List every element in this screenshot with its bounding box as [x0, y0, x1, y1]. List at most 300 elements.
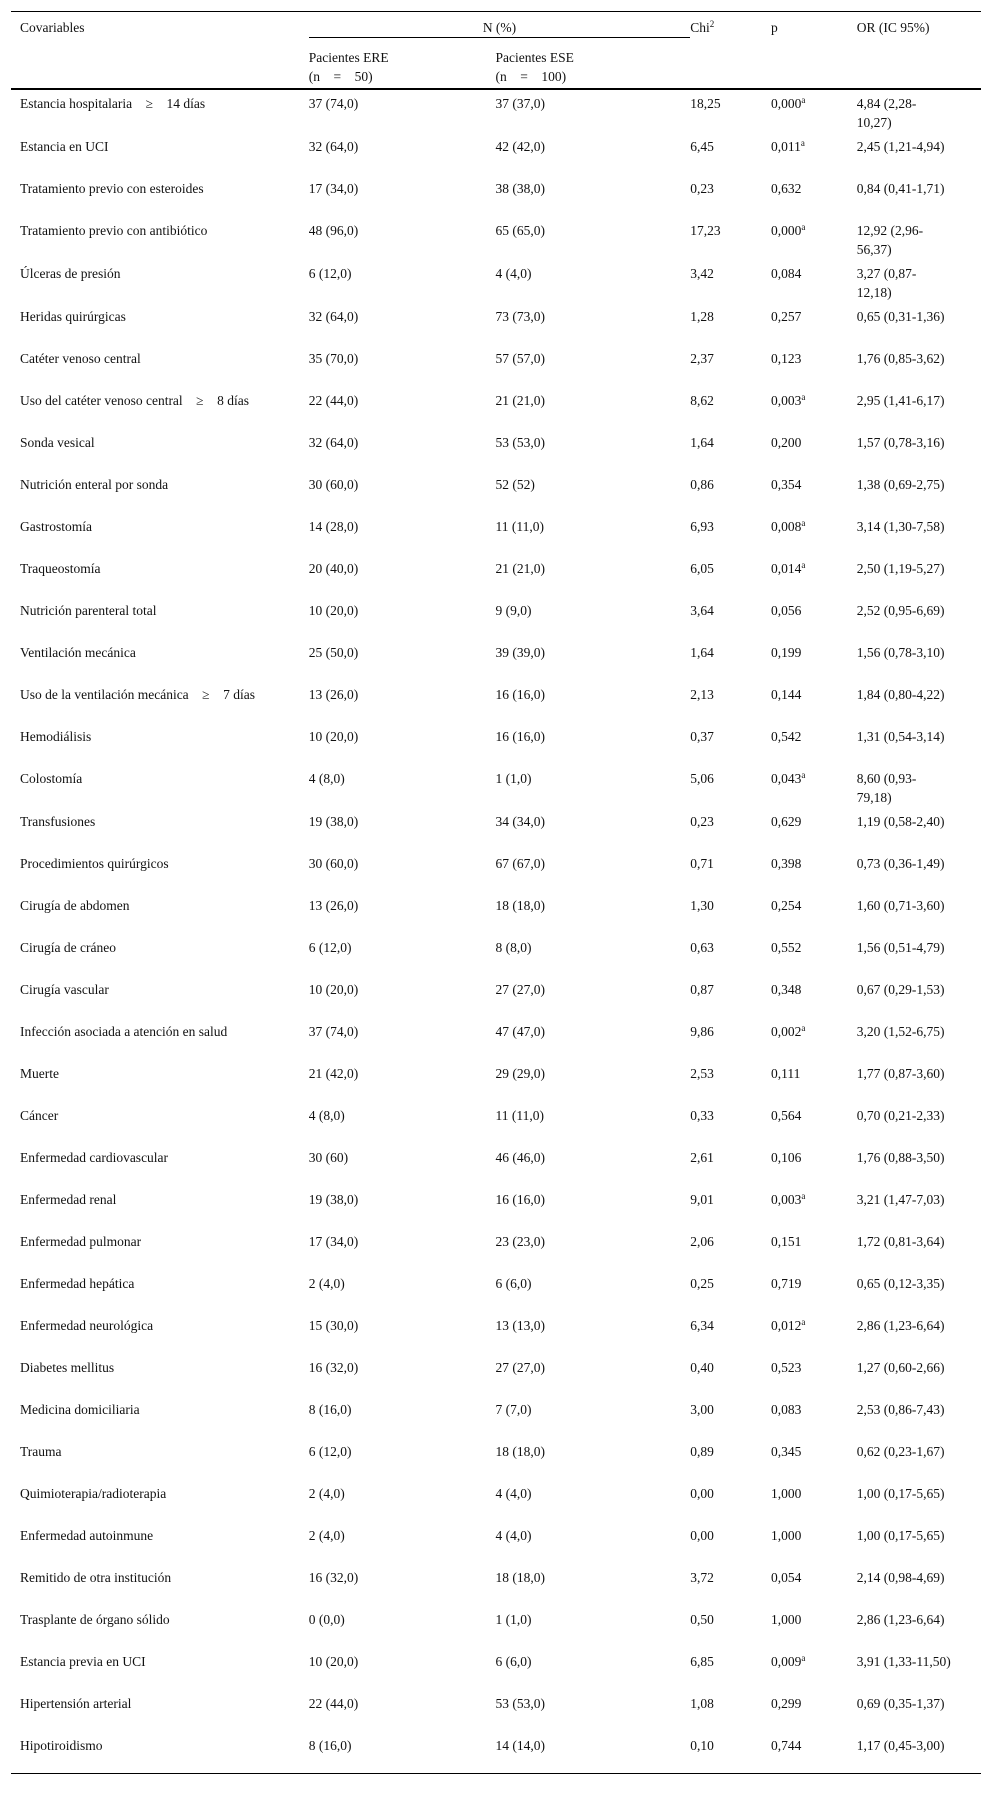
covariable-cell: Trasplante de órgano sólido: [20, 1612, 170, 1627]
ese-cell: 27 (27,0): [495, 1360, 545, 1375]
covariable-cell: Enfermedad pulmonar: [20, 1234, 142, 1249]
ese-cell: 53 (53,0): [495, 435, 545, 450]
covariable-cell: Enfermedad neurológica: [20, 1318, 154, 1333]
p-cell: [771, 1143, 857, 1185]
chi2-cell: 2,13: [690, 687, 714, 702]
chi2-cell: 3,42: [690, 266, 714, 281]
or-cell: 3,27 (0,87-12,18): [856, 266, 917, 300]
p-cell: [771, 512, 857, 554]
table-row: [11, 512, 981, 554]
p-cell: [771, 1101, 857, 1143]
ese-cell: 4 (4,0): [495, 1486, 532, 1501]
or-cell: 1,00 (0,17-5,65): [856, 1528, 945, 1543]
p-value: 0,111: [771, 1066, 801, 1081]
chi2-cell: 3,64: [690, 603, 714, 618]
p-cell: [771, 386, 857, 428]
or-cell: 3,91 (1,33-11,50): [856, 1654, 951, 1669]
chi2-cell: 0,23: [690, 181, 714, 196]
chi2-cell: 6,85: [690, 1654, 714, 1669]
table-row: [11, 933, 981, 975]
or-cell: 1,60 (0,71-3,60): [856, 898, 945, 913]
header-covariables: Covariables: [20, 20, 85, 35]
or-cell: 0,65 (0,31-1,36): [856, 309, 945, 324]
p-cell: [771, 1563, 857, 1605]
ere-cell: 10 (20,0): [308, 729, 359, 744]
covariable-cell: Enfermedad cardiovascular: [20, 1150, 169, 1165]
p-cell: [771, 1395, 857, 1437]
ese-cell: 11 (11,0): [495, 519, 544, 534]
p-value: 1,000: [771, 1486, 802, 1501]
p-cell: [771, 174, 857, 216]
ese-cell: 1 (1,0): [495, 771, 532, 786]
table-row: [11, 132, 981, 174]
header-group-ere: [309, 43, 496, 89]
p-value: 0,123: [771, 351, 802, 366]
p-value: 0,043: [771, 771, 802, 786]
header-chi2-base: Chi: [690, 20, 710, 35]
header-n-pct: N (%): [309, 18, 691, 38]
or-cell: 1,77 (0,87-3,60): [856, 1066, 945, 1081]
or-cell: 1,00 (0,17-5,65): [856, 1486, 945, 1501]
covariable-cell: Ventilación mecánica: [20, 645, 136, 660]
significance-marker: a: [801, 1653, 806, 1663]
table-row: [11, 680, 981, 722]
or-cell: 1,31 (0,54-3,14): [856, 729, 945, 744]
table-container: [11, 11, 981, 1774]
ese-cell: 27 (27,0): [495, 982, 545, 997]
covariable-cell: Nutrición enteral por sonda: [20, 477, 169, 492]
table-row: [11, 386, 981, 428]
ere-cell: 19 (38,0): [308, 814, 359, 829]
p-cell: [771, 638, 857, 680]
ese-cell: 16 (16,0): [495, 1192, 545, 1207]
chi2-cell: 0,37: [690, 729, 714, 744]
ere-cell: 30 (60): [308, 1150, 349, 1165]
chi2-cell: 1,64: [690, 435, 714, 450]
ere-cell: 8 (16,0): [309, 1731, 496, 1773]
p-cell: [771, 259, 857, 302]
ere-cell: 15 (30,0): [308, 1318, 359, 1333]
chi2-cell: 9,01: [690, 1192, 714, 1207]
ese-cell: 16 (16,0): [495, 729, 545, 744]
p-value: 0,564: [771, 1108, 802, 1123]
ere-cell: 2 (4,0): [308, 1528, 345, 1543]
covariable-cell: Úlceras de presión: [20, 266, 121, 281]
ese-cell: 4 (4,0): [495, 1528, 532, 1543]
or-cell: 2,50 (1,19-5,27): [856, 561, 945, 576]
table-row: [11, 891, 981, 933]
ere-cell: 4 (8,0): [308, 1108, 345, 1123]
chi2-cell: 0,40: [690, 1360, 714, 1375]
p-cell: [771, 975, 857, 1017]
table-row: [11, 596, 981, 638]
significance-marker: a: [801, 392, 806, 402]
p-value: 0,542: [771, 729, 802, 744]
ere-cell: 13 (26,0): [308, 898, 359, 913]
covariable-cell: Procedimientos quirúrgicos: [20, 856, 169, 871]
ere-cell: 21 (42,0): [308, 1066, 359, 1081]
table-row: [11, 1353, 981, 1395]
p-cell: [771, 89, 857, 132]
covariable-cell: Uso de la ventilación mecánica ≥ 7 días: [20, 687, 255, 702]
ese-cell: 1 (1,0): [495, 1612, 532, 1627]
table-row: [11, 1269, 981, 1311]
covariable-cell: Cáncer: [20, 1108, 59, 1123]
p-cell: [771, 722, 857, 764]
ese-cell: 13 (13,0): [495, 1318, 545, 1333]
chi2-cell: 17,23: [690, 223, 721, 238]
p-value: 0,254: [771, 898, 802, 913]
covariable-cell: Hipertensión arterial: [20, 1696, 132, 1711]
p-value: 0,083: [771, 1402, 802, 1417]
or-cell: 1,76 (0,85-3,62): [856, 351, 945, 366]
ese-cell: 67 (67,0): [495, 856, 545, 871]
p-cell: [771, 1059, 857, 1101]
p-cell: [771, 891, 857, 933]
p-cell: [771, 764, 857, 807]
or-cell: 0,73 (0,36-1,49): [856, 856, 945, 871]
p-value: 0,008: [771, 519, 802, 534]
header-group-ese: [495, 43, 690, 89]
table-row: [11, 89, 981, 132]
covariable-cell: Hipotiroidismo: [11, 1731, 309, 1773]
or-cell: 3,21 (1,47-7,03): [856, 1192, 945, 1207]
p-value: 0,003: [771, 393, 802, 408]
p-cell: [771, 428, 857, 470]
chi2-cell: 6,34: [690, 1318, 714, 1333]
ere-cell: 22 (44,0): [308, 1696, 359, 1711]
significance-marker: a: [800, 138, 805, 148]
covariable-cell: Catéter venoso central: [20, 351, 141, 366]
table-row: [11, 807, 981, 849]
p-value: 0,000: [771, 223, 802, 238]
chi2-cell: 6,45: [690, 139, 714, 154]
ese-cell: 29 (29,0): [495, 1066, 545, 1081]
or-cell: 2,53 (0,86-7,43): [856, 1402, 945, 1417]
p-value: 0,011: [771, 139, 801, 154]
p-cell: [771, 596, 857, 638]
p-cell: [771, 554, 857, 596]
ese-cell: 39 (39,0): [495, 645, 545, 660]
p-value: 0,000: [771, 96, 802, 111]
significance-marker: a: [801, 1317, 806, 1327]
ere-cell: 32 (64,0): [308, 139, 359, 154]
chi2-cell: 3,00: [690, 1402, 714, 1417]
covariable-cell: Medicina domiciliaria: [20, 1402, 140, 1417]
or-cell: 1,27 (0,60-2,66): [856, 1360, 945, 1375]
chi2-cell: 0,00: [690, 1528, 714, 1543]
chi2-cell: 1,08: [690, 1696, 714, 1711]
table-row: [11, 1563, 981, 1605]
or-cell: 4,84 (2,28-10,27): [856, 96, 917, 130]
chi2-cell: 0,50: [690, 1612, 714, 1627]
p-cell: [771, 1647, 857, 1689]
or-cell: 1,17 (0,45-3,00): [857, 1731, 981, 1773]
ere-cell: 2 (4,0): [308, 1276, 345, 1291]
chi2-cell: 6,05: [690, 561, 714, 576]
table-row: [11, 1101, 981, 1143]
covariable-cell: Diabetes mellitus: [20, 1360, 115, 1375]
table-row: [11, 722, 981, 764]
covariable-cell: Estancia en UCI: [20, 139, 109, 154]
p-cell: [771, 1605, 857, 1647]
ese-cell: 65 (65,0): [495, 223, 545, 238]
ese-cell: 6 (6,0): [495, 1654, 532, 1669]
p-value: 0,345: [771, 1444, 802, 1459]
table-row: [11, 428, 981, 470]
p-cell: [771, 680, 857, 722]
chi2-cell: 5,06: [690, 771, 714, 786]
covariable-cell: Tratamiento previo con esteroides: [20, 181, 204, 196]
or-cell: 3,14 (1,30-7,58): [856, 519, 945, 534]
table-row: [11, 1605, 981, 1647]
covariable-cell: Gastrostomía: [20, 519, 92, 534]
table-row: [11, 849, 981, 891]
chi2-cell: 3,72: [690, 1570, 714, 1585]
p-value: 0,003: [771, 1192, 802, 1207]
ese-cell: 18 (18,0): [495, 1444, 545, 1459]
ere-cell: 6 (12,0): [308, 1444, 352, 1459]
table-row: [11, 1059, 981, 1101]
table-row: [11, 259, 981, 302]
ese-cell: 9 (9,0): [495, 603, 532, 618]
covariable-cell: Hemodiálisis: [20, 729, 92, 744]
or-cell: 2,86 (1,23-6,64): [856, 1612, 945, 1627]
ese-cell: 46 (46,0): [495, 1150, 545, 1165]
or-cell: 1,38 (0,69-2,75): [856, 477, 945, 492]
table-row: [11, 174, 981, 216]
ese-cell: 23 (23,0): [495, 1234, 545, 1249]
chi2-cell: 0,87: [690, 982, 714, 997]
covariable-cell: Enfermedad renal: [20, 1192, 117, 1207]
ese-cell: 21 (21,0): [495, 393, 545, 408]
ere-cell: 0 (0,0): [308, 1612, 345, 1627]
or-cell: 0,69 (0,35-1,37): [856, 1696, 945, 1711]
covariables-table: [11, 11, 981, 1774]
or-cell: 1,84 (0,80-4,22): [856, 687, 945, 702]
p-value: 0,348: [771, 982, 802, 997]
p-value: 0,054: [771, 1570, 802, 1585]
ere-cell: 22 (44,0): [308, 393, 359, 408]
ere-cell: 20 (40,0): [308, 561, 359, 576]
table-row: [11, 1143, 981, 1185]
significance-marker: a: [801, 95, 806, 105]
ere-cell: 25 (50,0): [308, 645, 359, 660]
chi2-cell: 9,86: [690, 1024, 714, 1039]
covariable-cell: Enfermedad autoinmune: [20, 1528, 154, 1543]
ese-cell: 38 (38,0): [495, 181, 545, 196]
chi2-cell: 2,61: [690, 1150, 714, 1165]
p-value: 0,084: [771, 266, 802, 281]
table-row: [11, 1395, 981, 1437]
p-cell: [771, 1353, 857, 1395]
or-cell: 0,70 (0,21-2,33): [856, 1108, 945, 1123]
p-cell: [771, 216, 857, 259]
or-cell: 0,62 (0,23-1,67): [856, 1444, 945, 1459]
table-row: [11, 1647, 981, 1689]
chi2-cell: 0,89: [690, 1444, 714, 1459]
ere-cell: 37 (74,0): [308, 96, 359, 111]
p-cell: [771, 807, 857, 849]
significance-marker: a: [801, 1191, 806, 1201]
chi2-cell: 1,64: [690, 645, 714, 660]
or-cell: 1,19 (0,58-2,40): [856, 814, 945, 829]
ere-cell: 6 (12,0): [308, 940, 352, 955]
p-cell: [771, 1437, 857, 1479]
p-cell: [771, 1521, 857, 1563]
p-value: 0,144: [771, 687, 802, 702]
table-row: [11, 1311, 981, 1353]
ere-cell: 48 (96,0): [308, 223, 359, 238]
or-cell: 12,92 (2,96-56,37): [856, 223, 924, 257]
table-row: [11, 1689, 981, 1731]
chi2-cell: 0,63: [690, 940, 714, 955]
ere-cell: 32 (64,0): [308, 435, 359, 450]
covariable-cell: Heridas quirúrgicas: [20, 309, 126, 324]
ese-cell: 4 (4,0): [495, 266, 532, 281]
covariable-cell: Quimioterapia/radioterapia: [20, 1486, 167, 1501]
chi2-cell: 1,28: [690, 309, 714, 324]
covariable-cell: Colostomía: [20, 771, 83, 786]
covariable-cell: Cirugía vascular: [20, 982, 109, 997]
header-p: p: [771, 20, 778, 35]
p-cell: [771, 132, 857, 174]
header-or: OR (IC 95%): [856, 20, 930, 35]
or-cell: 2,86 (1,23-6,64): [856, 1318, 945, 1333]
table-row: [11, 1185, 981, 1227]
ere-cell: 16 (32,0): [308, 1360, 359, 1375]
p-value: 0,002: [771, 1024, 802, 1039]
p-value: 0,199: [771, 645, 802, 660]
chi2-cell: 0,33: [690, 1108, 714, 1123]
p-value: 0,398: [771, 856, 802, 871]
header-group-ere-n: (n = 50): [308, 69, 373, 84]
header-group-ese-n: (n = 100): [495, 69, 567, 84]
chi2-cell: 8,62: [690, 393, 714, 408]
p-cell: [771, 1689, 857, 1731]
p-value: 0,523: [771, 1360, 802, 1375]
table-row: [11, 1017, 981, 1059]
ere-cell: 2 (4,0): [308, 1486, 345, 1501]
p-value: 0,629: [771, 814, 802, 829]
covariable-cell: Remitido de otra institución: [20, 1570, 172, 1585]
covariable-cell: Trauma: [20, 1444, 62, 1459]
ese-cell: 34 (34,0): [495, 814, 545, 829]
or-cell: 2,52 (0,95-6,69): [856, 603, 945, 618]
or-cell: 2,14 (0,98-4,69): [856, 1570, 945, 1585]
ese-cell: 53 (53,0): [495, 1696, 545, 1711]
ere-cell: 10 (20,0): [308, 603, 359, 618]
ere-cell: 30 (60,0): [308, 477, 359, 492]
p-value: 0,257: [771, 309, 802, 324]
table-row: [11, 1731, 981, 1773]
ese-cell: 42 (42,0): [495, 139, 545, 154]
chi2-cell: 2,37: [690, 351, 714, 366]
chi2-cell: 0,23: [690, 814, 714, 829]
ere-cell: 17 (34,0): [308, 181, 359, 196]
p-value: 0,632: [771, 181, 802, 196]
p-cell: [771, 1269, 857, 1311]
chi2-cell: 2,53: [690, 1066, 714, 1081]
ese-cell: 73 (73,0): [495, 309, 545, 324]
ese-cell: 18 (18,0): [495, 898, 545, 913]
or-cell: 2,95 (1,41-6,17): [856, 393, 945, 408]
p-value: 0,200: [771, 435, 802, 450]
significance-marker: a: [801, 518, 806, 528]
significance-marker: a: [801, 1023, 806, 1033]
p-value: 0,151: [771, 1234, 802, 1249]
p-cell: [771, 1017, 857, 1059]
or-cell: 3,20 (1,52-6,75): [856, 1024, 945, 1039]
table-row: [11, 1479, 981, 1521]
covariable-cell: Cirugía de abdomen: [20, 898, 130, 913]
p-value: 0,106: [771, 1150, 802, 1165]
p-value: 0,719: [771, 1276, 802, 1291]
chi2-cell: 0,71: [690, 856, 714, 871]
ese-cell: 16 (16,0): [495, 687, 545, 702]
significance-marker: a: [801, 770, 806, 780]
ere-cell: 17 (34,0): [308, 1234, 359, 1249]
ere-cell: 8 (16,0): [308, 1402, 352, 1417]
or-cell: 1,76 (0,88-3,50): [856, 1150, 945, 1165]
chi2-cell: 6,93: [690, 519, 714, 534]
table-row: [11, 216, 981, 259]
ese-cell: 14 (14,0): [495, 1731, 690, 1773]
p-value: 0,354: [771, 477, 802, 492]
p-cell: [771, 302, 857, 344]
chi2-cell: 0,86: [690, 477, 714, 492]
table-row: [11, 638, 981, 680]
ese-cell: 18 (18,0): [495, 1570, 545, 1585]
p-cell: [771, 1185, 857, 1227]
p-value: 0,012: [771, 1318, 802, 1333]
p-value: 0,014: [771, 561, 802, 576]
ere-cell: 16 (32,0): [308, 1570, 359, 1585]
p-cell: [771, 849, 857, 891]
covariable-cell: Estancia hospitalaria ≥ 14 días: [20, 96, 206, 111]
ere-cell: 19 (38,0): [308, 1192, 359, 1207]
covariable-cell: Nutrición parenteral total: [20, 603, 157, 618]
p-cell: [771, 933, 857, 975]
ese-cell: 47 (47,0): [495, 1024, 545, 1039]
p-value: 1,000: [771, 1528, 802, 1543]
covariable-cell: Transfusiones: [20, 814, 96, 829]
significance-marker: a: [801, 222, 806, 232]
chi2-cell: 2,06: [690, 1234, 714, 1249]
table-row: [11, 470, 981, 512]
covariable-cell: Uso del catéter venoso central ≥ 8 días: [20, 393, 249, 408]
covariable-cell: Muerte: [20, 1066, 59, 1081]
significance-marker: a: [801, 560, 806, 570]
table-row: [11, 1521, 981, 1563]
p-value: 1,000: [771, 1612, 802, 1627]
ese-cell: 52 (52): [495, 477, 535, 492]
chi2-cell: 1,30: [690, 898, 714, 913]
chi2-cell: 18,25: [690, 96, 721, 111]
or-cell: 1,72 (0,81-3,64): [856, 1234, 945, 1249]
chi2-cell: 0,10: [690, 1731, 771, 1773]
ese-cell: 37 (37,0): [495, 96, 545, 111]
covariable-cell: Infección asociada a atención en salud: [20, 1024, 228, 1039]
or-cell: 2,45 (1,21-4,94): [856, 139, 945, 154]
covariable-cell: Estancia previa en UCI: [20, 1654, 146, 1669]
ese-cell: 11 (11,0): [495, 1108, 544, 1123]
or-cell: 1,56 (0,78-3,10): [856, 645, 945, 660]
p-cell: [771, 344, 857, 386]
ere-cell: 35 (70,0): [308, 351, 359, 366]
ese-cell: 57 (57,0): [495, 351, 545, 366]
ese-cell: 8 (8,0): [495, 940, 532, 955]
